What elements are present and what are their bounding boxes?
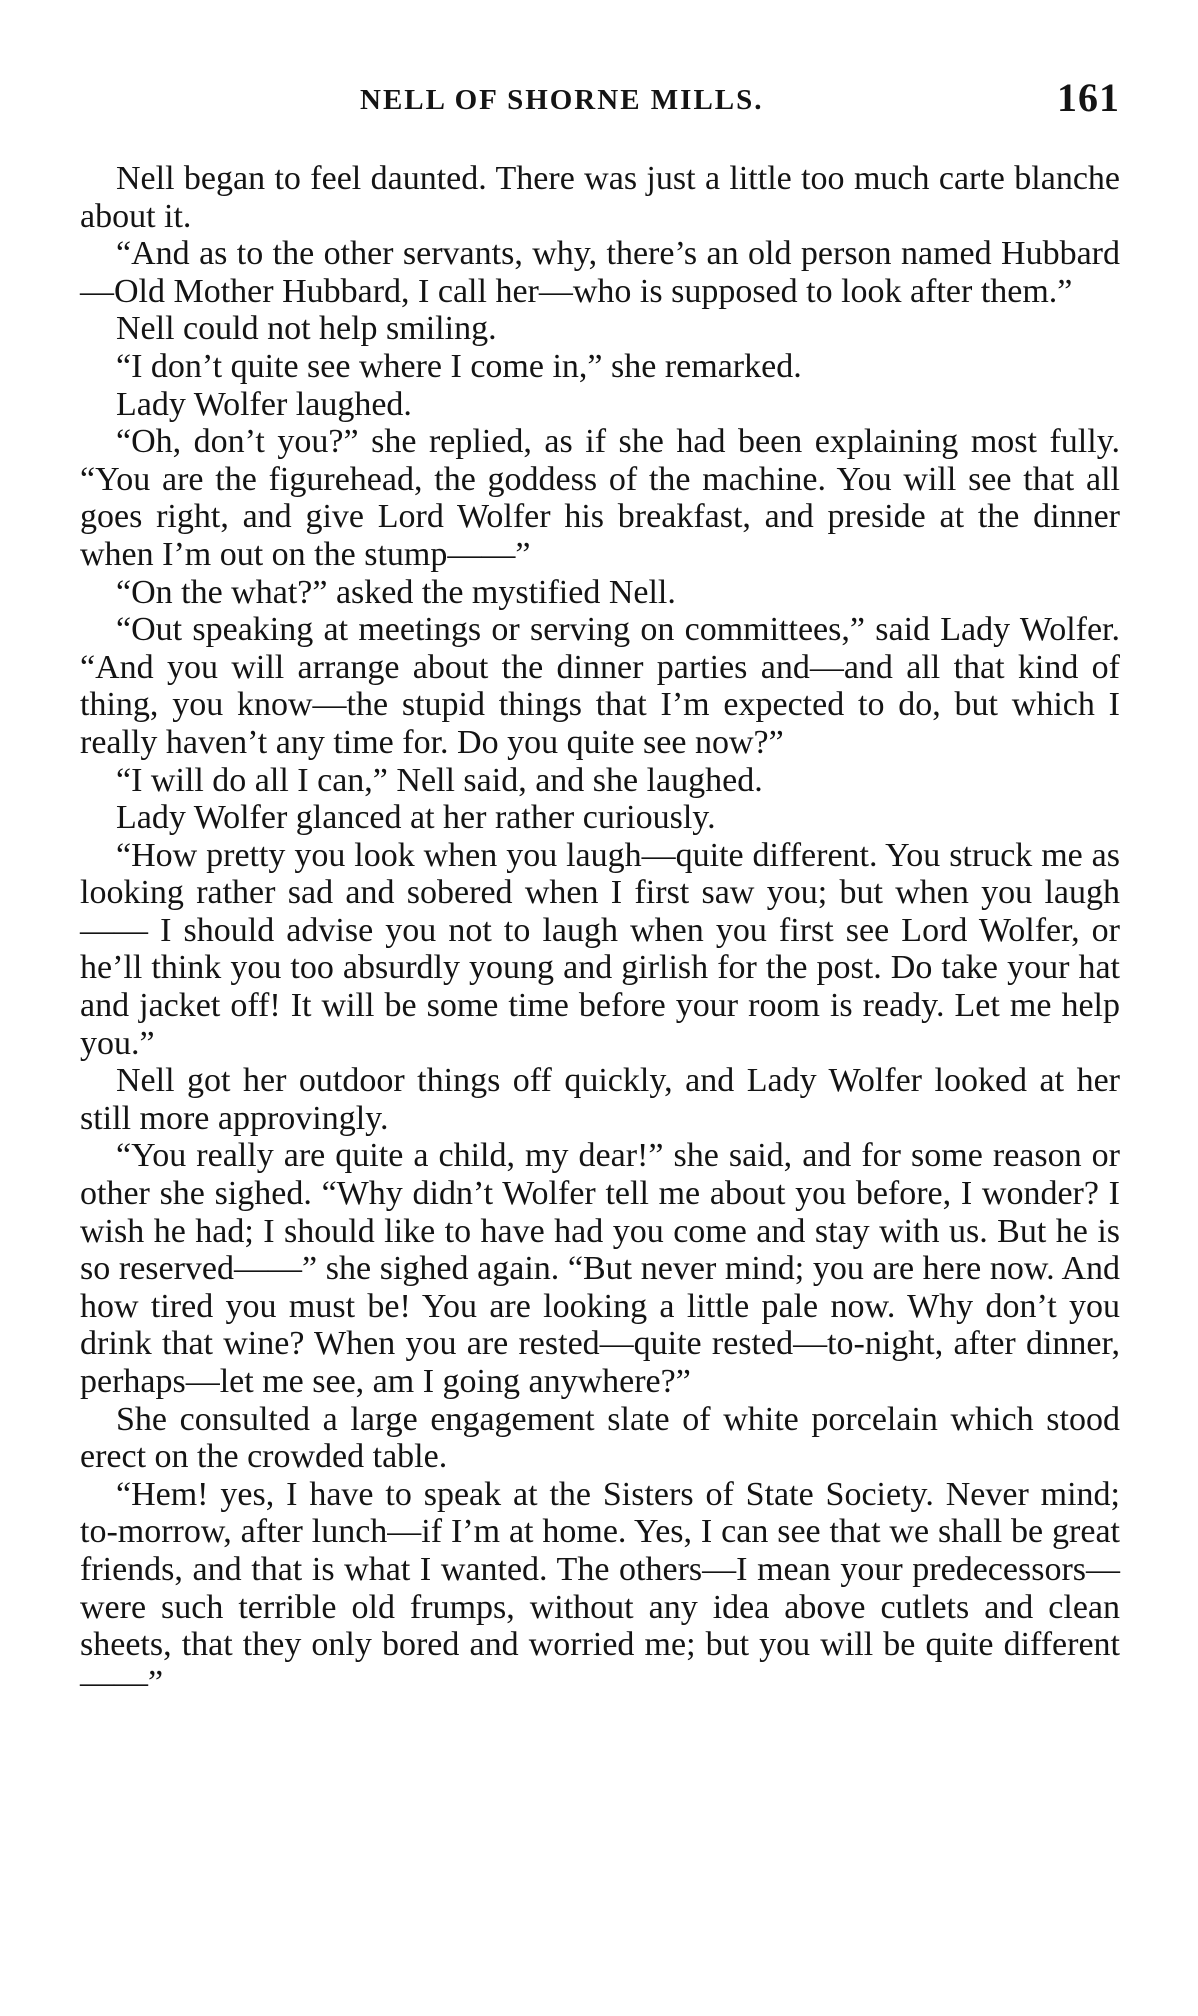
paragraph: “I don’t quite see where I come in,” she remarked. — [116, 347, 802, 385]
paragraph: Nell began to feel daunted. There was just a little too much carte blanche about it. — [80, 160, 1120, 235]
page-number: 161 — [1057, 75, 1120, 120]
paragraph: Lady Wolfer laughed. — [116, 385, 412, 423]
paragraph: “Oh, don’t you?” she replied, as if she had been explaining most fully. “You are the figurehead, the goddess of the machine. You will see that all goes right, and give Lord Wolfer his breakfast, and preside at the dinner when I’m out on the stump——” — [80, 423, 1120, 573]
paragraph: “I will do all I can,” Nell said, and she laughed. — [116, 761, 763, 799]
paragraph: Nell got her outdoor things off quickly, and Lady Wolfer looked at her still more approvingly. — [80, 1062, 1120, 1137]
paragraph: “Hem! yes, I have to speak at the Sisters of State Society. Never mind; to-morrow, after lunch—if I’m at home. Yes, I can see that we shall be great friends, and that is what I wanted. The others—I mean your predecessors—were such terrible old frumps, without any idea above cutlets and clean sheets, that they only bored and worried me; but you will be quite different——” — [80, 1475, 1120, 1701]
running-head: NELL OF SHORNE MILLS. — [360, 84, 764, 116]
paragraph: “Out speaking at meetings or serving on committees,” said Lady Wolfer. “And you will arrange about the dinner parties and—and all that kind of thing, you know—the stupid things that I’m expected to do, but which I really haven’t any time for. Do you quite see now?” — [80, 611, 1120, 761]
book-page — [80, 70, 1120, 1701]
paragraph: “You really are quite a child, my dear!” she said, and for some reason or other she sighed. “Why didn’t Wolfer tell me about you before, I wonder? I wish he had; I should like to have had you come and stay with us. But he is so reserved——” she sighed again. “But never mind; you are here now. And how tired you must be! You are looking a little pale now. Why don’t you drink that wine? When you are rested—quite rested—to-night, after dinner, perhaps—let me see, am I going anywhere?” — [80, 1137, 1120, 1400]
paragraph: Lady Wolfer glanced at her rather curiously. — [116, 799, 716, 837]
paragraph: Nell could not help smiling. — [116, 310, 497, 348]
paragraph: “And as to the other servants, why, there’s an old person named Hubbard—Old Mother Hubbard, I call her—who is supposed to look after them.” — [80, 235, 1120, 310]
paragraph: “How pretty you look when you laugh—quite different. You struck me as looking rather sad and sobered when I first saw you; but when you laugh—— I should advise you not to laugh when you first see Lord Wolfer, or he’ll think you too absurdly young and girlish for the post. Do take your hat and jacket off! It will be some time before your room is ready. Let me help you.” — [80, 836, 1120, 1062]
paragraph: “On the what?” asked the mystified Nell. — [116, 573, 676, 611]
body-text — [80, 160, 1120, 1701]
page-header — [80, 70, 1120, 142]
paragraph: She consulted a large engagement slate of white porcelain which stood erect on the crowded table. — [80, 1400, 1120, 1476]
